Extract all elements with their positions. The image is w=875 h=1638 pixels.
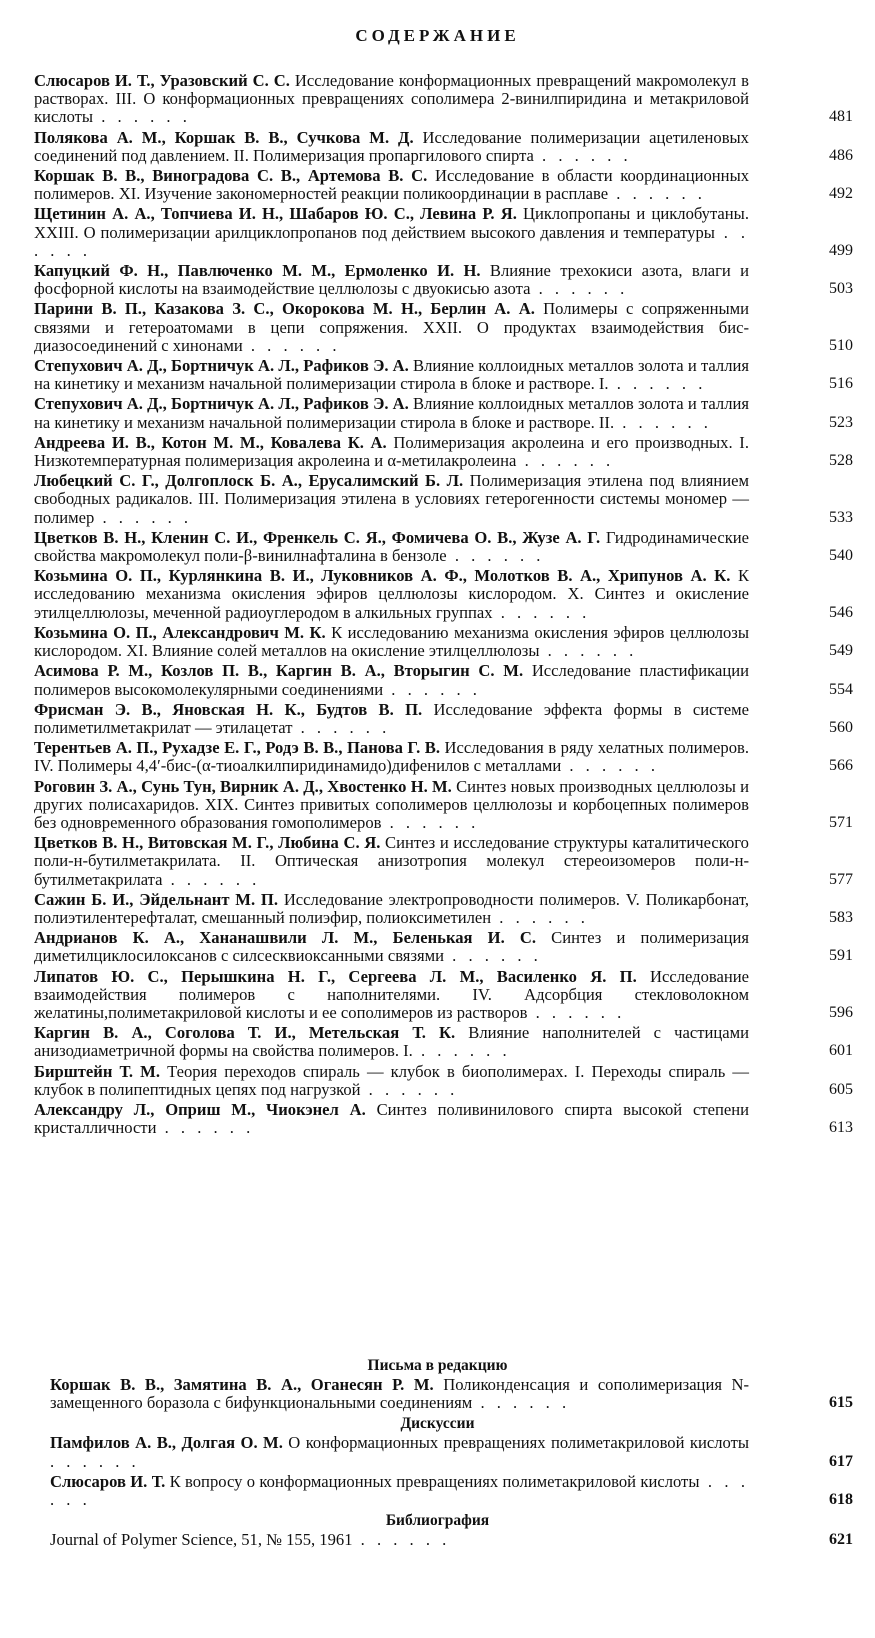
toc-entry xyxy=(34,261,853,299)
toc-entry-authors: Щетинин А. А., Топчиева И. Н., Шабаров Ю. С., Левина Р. Я. xyxy=(34,204,517,224)
toc-entry-title: Гидродинамические свойства макромолекул поли-β-винилнафталина в бензоле xyxy=(34,527,750,566)
leader-dots: . . . . . . xyxy=(381,812,480,832)
toc-entry-text xyxy=(34,262,749,298)
toc-entry-title: Исследование конформационных превращений макромолекул в растворах. III. О конформационных превращениях сополимера 2-винилпиридина и метакриловой кислоты xyxy=(34,71,750,127)
leader-dots: . . . . . . xyxy=(608,374,707,394)
page-title: СОДЕРЖАНИЕ xyxy=(355,26,520,45)
toc-entry-page-number: 571 xyxy=(829,813,853,831)
toc-entry-title: Теория переходов спираль — клубок в биополимерах. I. Переходы спираль — клубок в полипептидных цепях под нагрузкой xyxy=(34,1061,749,1099)
toc-entry-authors: Парини В. П., Казакова З. С., Окорокова М. Н., Берлин А. А. xyxy=(34,299,535,319)
toc-entry-title: Полимеризация этилена под влиянием свободных радикалов. III. Полимеризация этилена в условиях гетерогенности системы мономер — полимер xyxy=(34,471,749,527)
toc-entry-title: Исследование электропроводности полимеров. V. Поликарбонат, полиэтилентерефталат, смешанный полиэфир, полиоксиметилен xyxy=(34,889,749,927)
toc-entry xyxy=(34,527,853,566)
toc-entry-text xyxy=(50,1473,749,1509)
toc-entry-page-number: 486 xyxy=(829,146,853,164)
leader-dots: . . . . . . xyxy=(446,546,545,566)
bibliography-heading: Библиография xyxy=(385,1512,490,1530)
toc-entry-title: Исследование пластификации полимеров высокомолекулярными соединениями xyxy=(34,661,750,699)
toc-entry-title: Синтез и полимеризация диметилциклосилоксанов с силсесквиоксанными связями xyxy=(34,928,749,966)
toc-entry xyxy=(34,299,853,355)
leader-dots: . . . . . . xyxy=(527,1002,626,1022)
toc-entry-title: Полимеризация акролеина и его производных. I. Низкотемпературная полимеризация акролеина и α-метилакролеина xyxy=(34,432,749,471)
toc-entry-page-number: 549 xyxy=(829,642,853,660)
toc-entry-authors: Слюсаров И. Т., Уразовский С. С. xyxy=(34,71,290,90)
toc-entry-page-number: 613 xyxy=(829,1119,853,1137)
toc-entry-text xyxy=(34,1063,749,1099)
toc-entry xyxy=(34,127,853,165)
toc-entry xyxy=(50,1375,853,1413)
toc-entry xyxy=(34,928,853,966)
toc-entry-text xyxy=(34,357,749,393)
toc-entry-page-number: 566 xyxy=(829,757,853,775)
leader-dots: . . . . . . xyxy=(614,412,712,432)
toc-entry-title: Исследования в ряду хелатных полимеров. IV. Полимеры 4,4′-бис-(α-тиоалкилпиридинамидо)дифенилов с металлами xyxy=(34,738,750,776)
leader-dots: . . . . . . xyxy=(444,946,542,966)
toc-entry-text xyxy=(34,1101,749,1137)
toc-entry xyxy=(34,204,853,260)
toc-entry-page-number: 510 xyxy=(829,336,853,354)
toc-entry-authors: Козьмина О. П., Александрович М. К. xyxy=(34,622,326,642)
leader-dots: . . . . . . xyxy=(533,145,632,165)
toc-entry-text xyxy=(34,205,749,260)
toc-entry-title: Влияние трехокиси азота, влаги и фосфорной кислоты на взаимодействие целлюлозы с двуокисью азота xyxy=(34,261,749,299)
toc-entry-title: Исследование в области координационных полимеров. XI. Изучение закономерностей реакции поликоординации в расплаве xyxy=(34,166,750,204)
toc-entry-authors: Александру Л., Оприш М., Чиокэнел А. xyxy=(34,1099,366,1119)
toc-entry-page-number: 615 xyxy=(829,1394,853,1412)
toc-entry-text xyxy=(50,1376,749,1412)
toc-entry-authors: Цветков В. Н., Витовская М. Г., Любина С. Я. xyxy=(34,833,381,853)
toc-entry-title: Синтез поливинилового спирта высокой степени кристалличности xyxy=(34,1099,749,1138)
toc-entry-authors: Сажин Б. И., Эйдельнант М. П. xyxy=(34,889,278,909)
leader-dots: . . . . . . xyxy=(491,907,589,927)
toc-entry-text xyxy=(34,778,749,833)
toc-entry xyxy=(50,1433,853,1471)
toc-entry-page-number: 591 xyxy=(829,947,853,965)
toc-entry-page-number: 560 xyxy=(829,718,853,736)
leader-dots: . . . . . . xyxy=(516,451,615,471)
toc-entry-title: Поликонденсация и сополимеризация N-замещенного боразола с бифункциональными соединениям xyxy=(50,1375,749,1413)
toc-entry xyxy=(34,356,853,394)
toc-entry-page-number: 601 xyxy=(829,1042,853,1060)
toc-entry-authors: Бирштейн Т. М. xyxy=(34,1061,160,1081)
toc-entry-page-number: 583 xyxy=(829,908,853,926)
toc-entry-text xyxy=(34,72,749,127)
toc-entry-title: Исследование взаимодействия полимеров с наполнителями. IV. Адсорбция стекловолокном желатины,полиметакриловой кислоты и ее сополимеров из растворов xyxy=(34,966,749,1022)
toc-entry-title: О конформационных превращениях полиметакриловой кислоты xyxy=(282,1433,749,1453)
toc-entry-authors: Фрисман Э. В., Яновская Н. К., Будтов В. П. xyxy=(34,699,423,719)
leader-dots: . . . . . . xyxy=(360,1079,459,1099)
toc-entry-text xyxy=(34,662,749,698)
toc-entry-page-number: 492 xyxy=(829,185,853,203)
leader-dots: . . . . . . xyxy=(292,717,391,737)
toc-entry-authors: Слюсаров И. Т. xyxy=(50,1471,166,1491)
toc-entry-title: Полимеры с сопряженными связями и гетероатомами в цепи сопряжения. XXII. О продуктах взаимодействия бис-диазосоединений с хинонами xyxy=(34,299,749,355)
leader-dots: . . . . . . xyxy=(242,335,341,355)
toc-entry-authors: Андреева И. В., Котон М. М., Ковалева К. А. xyxy=(34,432,387,452)
toc-entry-text xyxy=(34,929,749,965)
toc-entry-authors: Цветков В. Н., Кленин С. И., Френкель С. Я., Фомичева О. В., Жузе А. Г. xyxy=(34,527,601,547)
leader-dots: . . . . . . xyxy=(561,756,659,776)
toc-entry-page-number: 481 xyxy=(829,108,853,126)
letters-heading: Письма в редакцию xyxy=(367,1357,508,1374)
toc-entry-text xyxy=(34,129,749,165)
toc-entry-title: Синтез и исследование структуры каталитического поли-н-бутилметакрилата. II. Оптическая анизотропия молекул стереоизомеров поли-н-бутилметакрилата xyxy=(34,833,749,889)
toc-entry-text xyxy=(34,167,749,203)
toc-entry-text xyxy=(50,1434,749,1470)
toc-entry xyxy=(34,1061,853,1099)
leader-dots: . . . . . . xyxy=(156,1118,255,1138)
toc-entry-title: Влияние наполнителей с частицами анизодиаметричной формы на свойства полимеров. I. xyxy=(34,1023,749,1061)
toc-entry-authors: Каргин В. А., Соголова Т. И., Метельская Т. К. xyxy=(34,1023,456,1043)
toc-entry-title: К исследованию механизма окисления эфиров целлюлозы кислородом. X. Синтез и окисление этилцеллюлозы, меченной радиоуглеродом в алкильных группах xyxy=(34,566,750,622)
toc-entry-title: Влияние коллоидных металлов золота и таллия на кинетику и механизм начальной полимеризации стирола в блоке и растворе. I. xyxy=(34,356,749,394)
toc-entry xyxy=(34,432,853,471)
toc-entry-text xyxy=(34,701,749,737)
toc-entry-title: Исследование эффекта формы в системе полиметилметакрилат — этилацетат xyxy=(34,699,749,737)
toc-entry-page-number: 516 xyxy=(829,375,853,393)
letters-list xyxy=(0,1376,875,1412)
toc-entry-text xyxy=(34,968,749,1023)
toc-entry xyxy=(34,699,853,737)
toc-entry xyxy=(34,622,853,661)
toc-entry-text xyxy=(34,834,749,889)
toc-entry xyxy=(34,966,853,1023)
toc-entry-page-number: 533 xyxy=(829,508,853,526)
toc-entry xyxy=(34,471,853,527)
toc-entry-text xyxy=(34,739,749,775)
toc-entry xyxy=(50,1530,853,1550)
discussions-heading: Дискуссии xyxy=(400,1415,475,1433)
toc-entry xyxy=(34,71,853,127)
toc-entry-page-number: 596 xyxy=(829,1003,853,1021)
toc-entry-text xyxy=(34,624,749,660)
toc-entry-page-number: 546 xyxy=(829,603,853,621)
toc-entry-authors: Полякова А. М., Коршак В. В., Сучкова М. Д. xyxy=(34,127,414,147)
toc-entry-page-number: 554 xyxy=(829,680,853,698)
toc-entry-authors: Степухович А. Д., Бортничук А. Л., Рафиков Э. А. xyxy=(34,356,409,376)
toc-entry-text xyxy=(50,1531,749,1549)
toc-entry-page-number: 605 xyxy=(829,1080,853,1098)
toc-entry-authors: Липатов Ю. С., Перышкина Н. Г., Сергеева Л. М., Василенко Я. П. xyxy=(34,966,637,986)
toc-entry xyxy=(34,1023,853,1061)
leader-dots: . . . . . . xyxy=(162,869,261,889)
toc-entry-text xyxy=(34,472,749,527)
extra-sections xyxy=(0,1356,875,1551)
toc-entry xyxy=(34,394,853,432)
toc-entry-text xyxy=(34,567,749,622)
toc-entry-authors: Роговин З. А., Сунь Тун, Вирник А. Д., Хвостенко Н. М. xyxy=(34,776,452,796)
toc-entry-title: К вопросу о конформационных превращениях полиметакриловой кислоты xyxy=(165,1471,700,1491)
toc-entry-page-number: 540 xyxy=(829,547,853,565)
leader-dots: . . . . . . xyxy=(352,1530,451,1550)
toc-entry-authors: Асимова Р. М., Козлов П. В., Каргин В. А., Вторыгин С. М. xyxy=(34,661,524,681)
leader-dots: . . . . . . xyxy=(472,1393,571,1413)
toc-entry-page-number: 621 xyxy=(829,1531,853,1549)
toc-entry-page-number: 503 xyxy=(829,280,853,298)
toc-entry xyxy=(50,1471,853,1510)
leader-dots: . . . . . . xyxy=(94,507,193,527)
toc-entry-title: Влияние коллоидных металлов золота и таллия на кинетику и механизм начальной полимеризации стирола в блоке и растворе. II. xyxy=(34,394,749,432)
toc-entry-authors: Андрианов К. А., Хананашвили Л. М., Беленькая И. С. xyxy=(34,928,536,948)
leader-dots: . . . . . . xyxy=(492,602,591,622)
toc-entry xyxy=(34,738,853,776)
toc-entry-title: Исследование полимеризации ацетиленовых соединений под давлением. II. Полимеризация пропаргилового спирта xyxy=(34,127,749,165)
toc-entry-authors: Любецкий С. Г., Долгоплоск Б. А., Ерусалимский Б. Л. xyxy=(34,471,464,491)
toc-entry-title: Journal of Polymer Science, 51, № 155, 1961 xyxy=(50,1530,353,1550)
toc-entry-text xyxy=(34,891,749,927)
toc-entry-authors: Козьмина О. П., Курлянкина В. И., Луковников А. Ф., Молотков В. А., Хрипунов А. К. xyxy=(34,566,731,586)
leader-dots: . . . . . . xyxy=(412,1041,511,1061)
toc-entry-page-number: 499 xyxy=(829,241,853,259)
toc-entry-page-number: 618 xyxy=(829,1491,853,1509)
toc-entry-authors: Степухович А. Д., Бортничук А. Л., Рафиков Э. А. xyxy=(34,394,409,414)
toc-entry-authors: Памфилов А. В., Долгая О. М. xyxy=(50,1433,283,1453)
toc-entry xyxy=(34,776,853,833)
discussions-list xyxy=(0,1434,875,1509)
toc-entry-title: Циклопропаны и циклобутаны. XXIII. О полимеризации арилциклопропанов под действием высокого давления и температуры xyxy=(34,204,749,242)
toc-entry-page-number: 577 xyxy=(829,870,853,888)
toc-entry-page-number: 523 xyxy=(829,413,853,431)
toc-entry-authors: Терентьев А. П., Рухадзе Е. Г., Родэ В. В., Панова Г. В. xyxy=(34,738,441,758)
toc-entry-page-number: 528 xyxy=(829,452,853,470)
toc-entry-text xyxy=(34,1024,749,1060)
toc-entry-authors: Капуцкий Ф. Н., Павлюченко М. М., Ермоленко И. Н. xyxy=(34,261,481,281)
toc-entry-text xyxy=(34,395,749,431)
toc-entry xyxy=(34,1099,853,1138)
leader-dots: . . . . . . xyxy=(50,1471,750,1510)
toc-entry xyxy=(34,661,853,699)
toc-entry-text xyxy=(34,434,749,470)
toc-entry-text xyxy=(34,300,749,355)
toc-entry-title: Синтез новых производных целлюлозы и других полисахаридов. XIX. Синтез привитых сополимеров целлюлозы и корбоцепных полимеров без одновременного образования гомополимеров xyxy=(34,776,749,832)
toc-entry xyxy=(34,566,853,622)
toc-entry-authors: Коршак В. В., Замятина В. А., Оганесян Р. М. xyxy=(50,1375,434,1394)
leader-dots: . . . . . . xyxy=(93,107,191,127)
contents-list xyxy=(0,72,875,1139)
toc-entry-text xyxy=(34,529,749,565)
leader-dots: . . . . . . xyxy=(383,679,481,699)
toc-entry-title: К исследованию механизма окисления эфиров целлюлозы кислородом. XI. Влияние солей металлов на окисление этилцеллюлозы xyxy=(34,622,749,661)
leader-dots: . . . . . . xyxy=(530,279,629,299)
toc-entry-authors: Коршак В. В., Виноградова С. В., Артемова В. С. xyxy=(34,166,428,186)
leader-dots: . . . . . . xyxy=(34,222,749,260)
bibliography-list xyxy=(0,1531,875,1549)
toc-entry xyxy=(34,889,853,927)
toc-entry xyxy=(34,833,853,889)
leader-dots: . . . . . . xyxy=(608,184,706,204)
toc-entry-page-number: 617 xyxy=(829,1452,853,1470)
leader-dots: . . . . . . xyxy=(50,1451,140,1471)
toc-entry xyxy=(34,166,853,204)
leader-dots: . . . . . . xyxy=(539,641,638,661)
